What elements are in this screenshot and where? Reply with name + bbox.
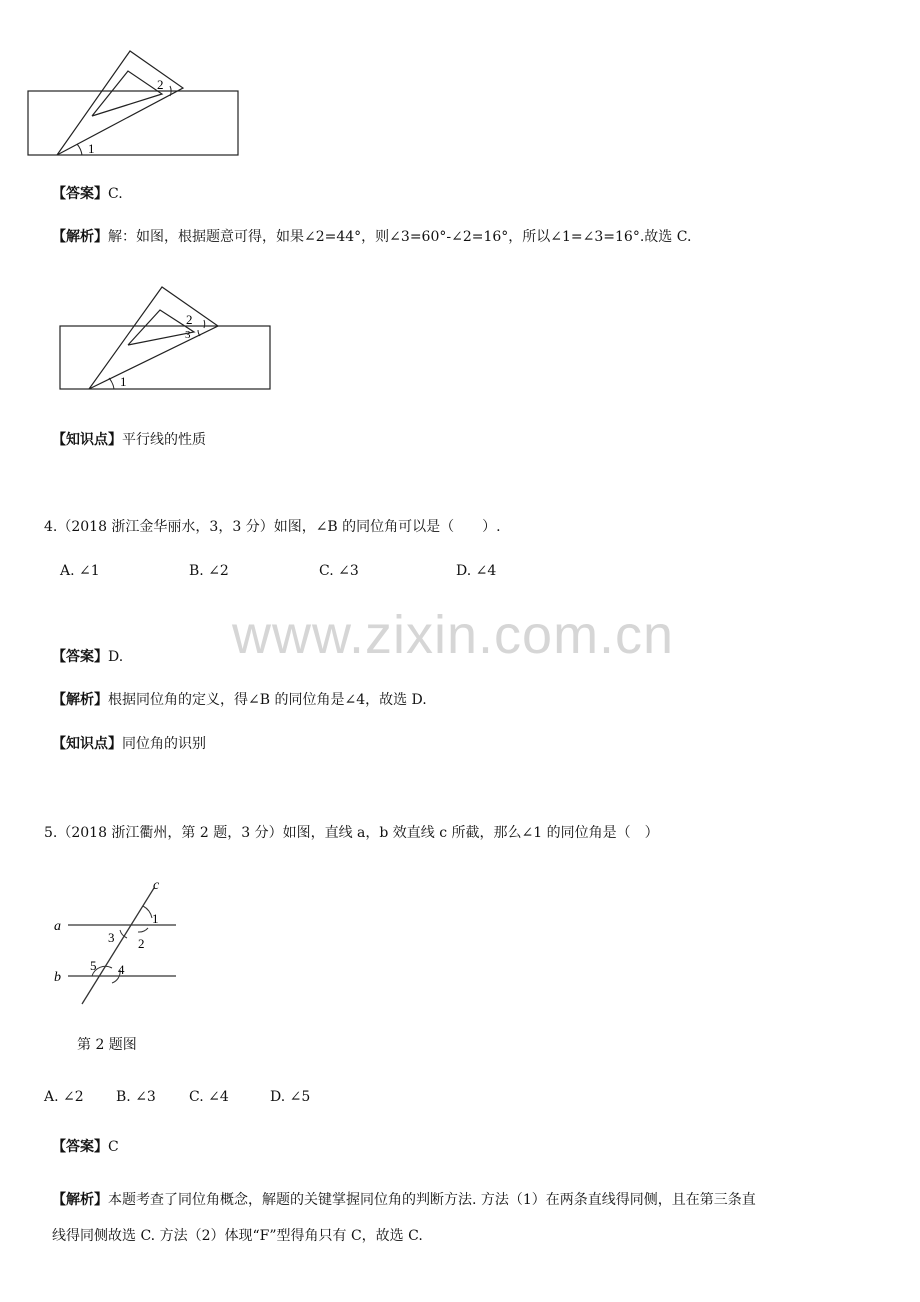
watermark: www.zixin.com.cn	[232, 605, 675, 665]
angle-1-label: 1	[88, 141, 95, 156]
option-a: A. ∠2	[44, 1089, 84, 1105]
knowledge-row	[52, 430, 206, 450]
knowledge-row	[52, 734, 206, 754]
analysis-tag: 【解析】	[52, 1192, 108, 1208]
analysis-row	[52, 227, 691, 247]
angle-4-label: 4	[118, 962, 125, 977]
analysis-text: 本题考查了同位角概念，解题的关键掌握同位角的判断方法. 方法（1）在两条直线得同侧，且在第三条直	[108, 1192, 756, 1208]
line-c-label: c	[153, 878, 160, 893]
option-b: B. ∠3	[116, 1089, 156, 1105]
analysis-text: 解：如图，根据题意可得，如果∠2=44°，则∠3=60°-∠2=16°，所以∠1=∠3=16°.故选 C.	[108, 229, 692, 245]
analysis-text: 根据同位角的定义，得∠B 的同位角是∠4，故选 D.	[108, 692, 427, 708]
answer-row	[52, 184, 123, 204]
option-c: C. ∠4	[189, 1089, 229, 1105]
angle-1-label: 1	[152, 911, 159, 926]
analysis-row	[52, 1190, 756, 1210]
line-a-label: a	[54, 919, 61, 934]
figure-triangle-ruler-1	[20, 44, 250, 164]
angle-2-label: 2	[157, 77, 164, 92]
answer-tag: 【答案】	[52, 1139, 108, 1155]
answer-text: C.	[108, 186, 123, 202]
angle-3-label: 3	[185, 329, 191, 341]
angle-2-label: 2	[138, 936, 145, 951]
knowledge-text: 同位角的识别	[122, 736, 206, 752]
question-5-stem: 5.（2018 浙江衢州，第 2 题，3 分）如图，直线 a，b 效直线 c 所截，那么∠1 的同位角是（ ）	[44, 825, 659, 841]
answer-row	[52, 1137, 119, 1157]
option-a: A. ∠1	[60, 563, 100, 579]
analysis-continuation: 线得同侧故选 C. 方法（2）体现“F”型得角只有 C，故选 C.	[52, 1228, 423, 1244]
angle-1-label: 1	[120, 374, 127, 389]
knowledge-tag: 【知识点】	[52, 432, 122, 448]
analysis-tag: 【解析】	[52, 692, 108, 708]
answer-text: C	[108, 1139, 119, 1155]
knowledge-text: 平行线的性质	[122, 432, 206, 448]
question-4-stem: 4.（2018 浙江金华丽水，3，3 分）如图，∠B 的同位角可以是（ ）.	[44, 519, 501, 535]
answer-tag: 【答案】	[52, 186, 108, 202]
line-b-label: b	[54, 970, 61, 985]
option-b: B. ∠2	[189, 563, 229, 579]
option-c: C. ∠3	[319, 563, 359, 579]
analysis-row	[52, 690, 427, 710]
angle-3-label: 3	[108, 930, 115, 945]
figure-triangle-ruler-2	[52, 280, 282, 400]
figure-caption: 第 2 题图	[77, 1037, 137, 1053]
analysis-tag: 【解析】	[52, 229, 108, 245]
angle-2-label: 2	[186, 312, 193, 327]
option-d: D. ∠4	[456, 563, 497, 579]
figure-transversal-lines	[50, 872, 190, 1012]
angle-5-label: 5	[90, 958, 97, 973]
answer-row	[52, 647, 123, 667]
answer-tag: 【答案】	[52, 649, 108, 665]
option-d: D. ∠5	[270, 1089, 311, 1105]
knowledge-tag: 【知识点】	[52, 736, 122, 752]
answer-text: D.	[108, 649, 124, 665]
